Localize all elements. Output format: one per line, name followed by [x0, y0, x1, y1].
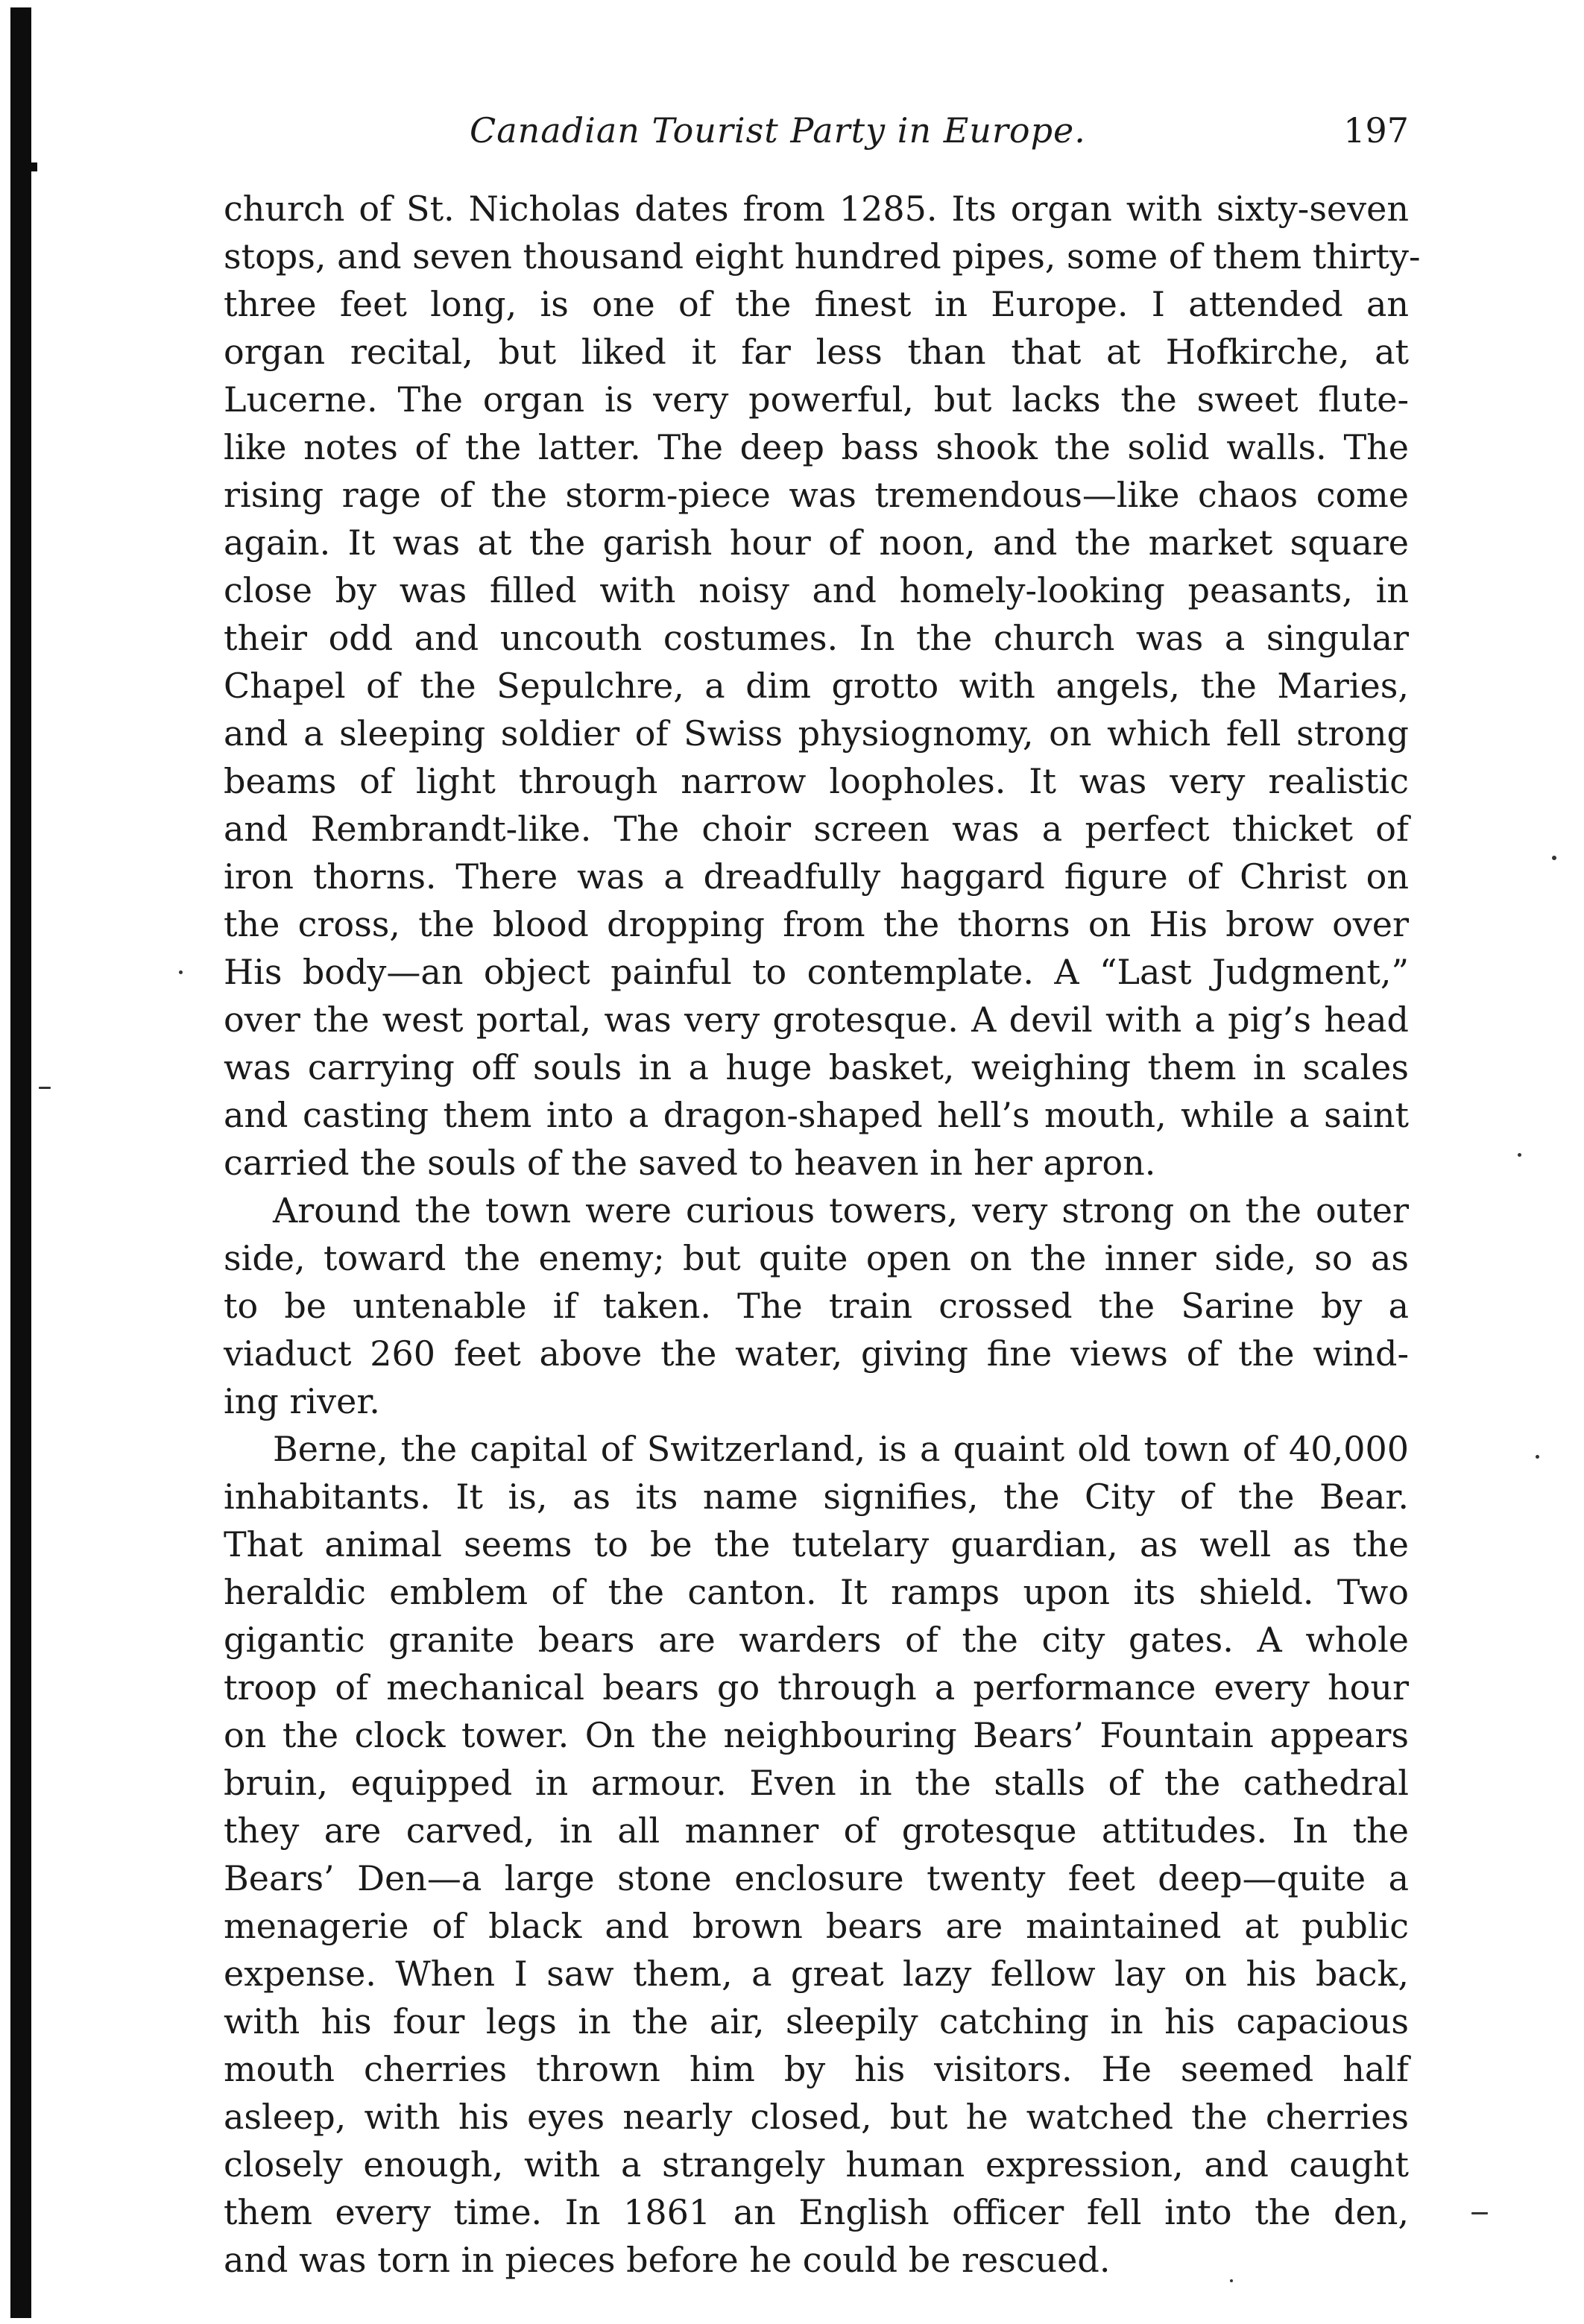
text-line: closely enough, with a strangely human expression, and caught — [224, 2144, 1409, 2185]
text-line: over the west portal, was very grotesque. A devil with a pig’s head — [224, 1000, 1409, 1040]
text-line: His body—an object painful to contemplate. A “Last Judgment,” — [224, 952, 1409, 992]
text-line: on the clock tower. On the neighbouring Bears’ Fountain appears — [224, 1715, 1409, 1755]
text-line: side, toward the enemy; but quite open on the inner side, so as — [224, 1238, 1409, 1278]
text-line: beams of light through narrow loopholes. It was very realistic — [224, 761, 1409, 801]
text-line: mouth cherries thrown him by his visitors. He seemed half — [224, 2049, 1409, 2089]
running-title: Canadian Tourist Party in Europe. — [470, 110, 1086, 151]
text-line: to be untenable if taken. The train crossed the Sarine by a — [224, 1286, 1409, 1326]
text-line: Chapel of the Sepulchre, a dim grotto with angels, the Maries, — [224, 666, 1409, 706]
text-line: Around the town were curious towers, very strong on the outer — [273, 1190, 1409, 1231]
text-line: viaduct 260 feet above the water, giving fine views of the wind- — [224, 1333, 1409, 1374]
text-line: with his four legs in the air, sleepily catching in his capacious — [224, 2001, 1409, 2042]
scan-speck — [1536, 1455, 1539, 1459]
text-line: inhabitants. It is, as its name signifies, the City of the Bear. — [224, 1477, 1409, 1517]
text-line: and casting them into a dragon-shaped hell’s mouth, while a saint — [224, 1095, 1409, 1135]
text-line: church of St. Nicholas dates from 1285. Its organ with sixty-seven — [224, 189, 1409, 229]
text-line: like notes of the latter. The deep bass shook the solid walls. The — [224, 427, 1409, 467]
text-line: again. It was at the garish hour of noon, and the market square — [224, 522, 1409, 563]
text-line: gigantic granite bears are warders of the city gates. A whole — [224, 1620, 1409, 1660]
scan-speck — [39, 1087, 51, 1089]
text-line: stops, and seven thousand eight hundred pipes, some of them thirty- — [224, 236, 1421, 277]
text-line: carried the souls of the saved to heaven in her apron. — [224, 1143, 1156, 1183]
text-line: asleep, with his eyes nearly closed, but he watched the cherries — [224, 2097, 1409, 2137]
text-line: their odd and uncouth costumes. In the church was a singular — [224, 618, 1409, 658]
text-line: was carrying off souls in a huge basket, weighing them in scales — [224, 1047, 1409, 1087]
page-number: 197 — [1343, 110, 1409, 151]
scan-speck — [1518, 1153, 1521, 1157]
text-line: bruin, equipped in armour. Even in the stalls of the cathedral — [224, 1763, 1409, 1803]
text-line: them every time. In 1861 an English officer fell into the den, — [224, 2192, 1409, 2232]
text-line: Berne, the capital of Switzerland, is a quaint old town of 40,000 — [273, 1429, 1409, 1469]
binding-notch — [30, 162, 37, 171]
text-line: and Rembrandt-like. The choir screen was a perfect thicket of — [224, 809, 1409, 849]
text-line: three feet long, is one of the finest in Europe. I attended an — [224, 284, 1409, 324]
text-line: troop of mechanical bears go through a performance every hour — [224, 1667, 1409, 1708]
text-line: organ recital, but liked it far less than that at Hofkirche, at — [224, 332, 1409, 372]
text-line: and was torn in pieces before he could be rescued. — [224, 2240, 1111, 2280]
text-line: close by was filled with noisy and homely-looking peasants, in — [224, 570, 1409, 610]
text-line: rising rage of the storm-piece was tremendous—like chaos come — [224, 475, 1409, 515]
text-line: ing river. — [224, 1381, 380, 1421]
scan-speck — [1471, 2212, 1488, 2214]
scan-speck — [1230, 2279, 1233, 2282]
text-line: Lucerne. The organ is very powerful, but lacks the sweet flute- — [224, 379, 1409, 420]
scan-speck — [1552, 856, 1556, 860]
body-text — [224, 185, 1421, 2284]
text-line: That animal seems to be the tutelary guardian, as well as the — [224, 1524, 1409, 1564]
text-line: Bears’ Den—a large stone enclosure twenty feet deep—quite a — [224, 1858, 1409, 1898]
page-binding-edge — [10, 7, 31, 2318]
text-line: heraldic emblem of the canton. It ramps upon its shield. Two — [224, 1572, 1409, 1612]
text-line: they are carved, in all manner of grotesque attitudes. In the — [224, 1810, 1409, 1851]
text-line: iron thorns. There was a dreadfully haggard figure of Christ on — [224, 856, 1409, 897]
text-line: menagerie of black and brown bears are maintained at public — [224, 1906, 1409, 1946]
text-line: the cross, the blood dropping from the thorns on His brow over — [224, 904, 1409, 944]
text-line: and a sleeping soldier of Swiss physiognomy, on which fell strong — [224, 713, 1409, 754]
text-line: expense. When I saw them, a great lazy fellow lay on his back, — [224, 1954, 1409, 1994]
scan-speck — [179, 970, 183, 974]
running-head — [224, 104, 1409, 157]
